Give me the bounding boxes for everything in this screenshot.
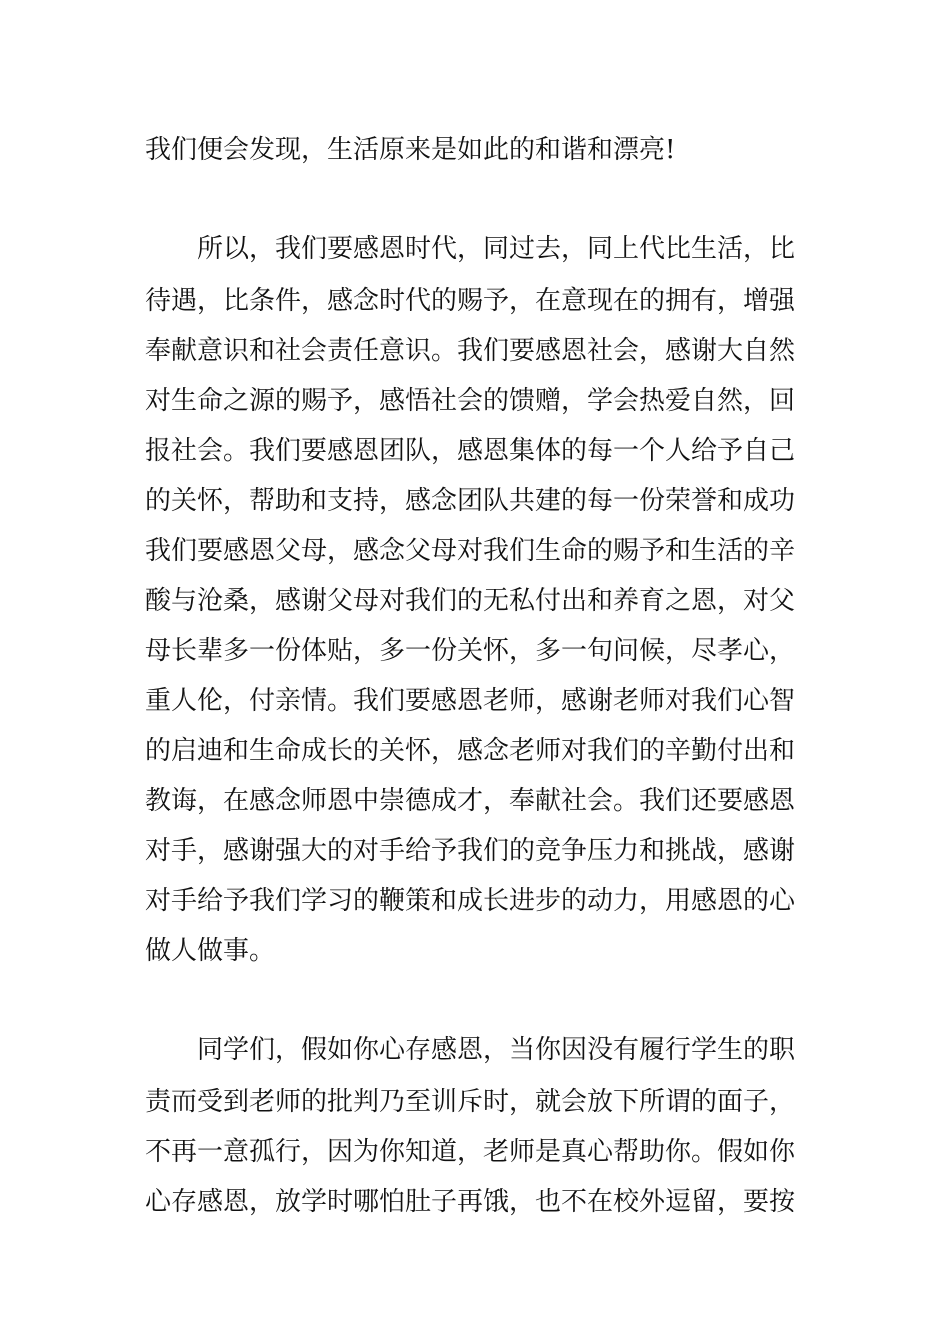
- text-line: 的关怀，帮助和支持，感念团队共建的每一份荣誉和成功: [145, 486, 796, 516]
- text-line: 我们要感恩父母，感念父母对我们生命的赐予和生活的辛: [145, 536, 796, 566]
- text-line: 不再一意孤行，因为你知道，老师是真心帮助你。假如你: [145, 1137, 796, 1167]
- text-line: 教诲，在感念师恩中崇德成才，奉献社会。我们还要感恩: [145, 786, 796, 816]
- text-line: 对手，感谢强大的对手给予我们的竞争压力和挑战，感谢: [145, 836, 796, 866]
- text-line: 我们便会发现，生活原来是如此的和谐和漂亮!: [145, 135, 676, 165]
- text-line: 心存感恩，放学时哪怕肚子再饿，也不在校外逗留，要按: [145, 1187, 796, 1217]
- text-line: 责而受到老师的批判乃至训斥时，就会放下所谓的面子，: [145, 1087, 796, 1117]
- text-line: 对生命之源的赐予，感悟社会的馈赠，学会热爱自然，回: [145, 386, 796, 416]
- text-line: 待遇，比条件，感念时代的赐予，在意现在的拥有，增强: [145, 286, 796, 316]
- text-line: 奉献意识和社会责任意识。我们要感恩社会，感谢大自然: [145, 336, 796, 366]
- text-line: 做人做事。: [145, 936, 276, 966]
- text-line: 同学们，假如你心存感恩，当你因没有履行学生的职: [197, 1035, 796, 1065]
- text-line: 重人伦，付亲情。我们要感恩老师，感谢老师对我们心智: [145, 686, 796, 716]
- text-line: 的启迪和生命成长的关怀，感念老师对我们的辛勤付出和: [145, 736, 796, 766]
- text-line: 母长辈多一份体贴，多一份关怀，多一句问候，尽孝心，: [145, 636, 796, 666]
- text-line: 所以，我们要感恩时代，同过去，同上代比生活，比: [197, 234, 796, 264]
- text-line: 酸与沧桑，感谢父母对我们的无私付出和养育之恩，对父: [145, 586, 796, 616]
- text-line: 对手给予我们学习的鞭策和成长进步的动力，用感恩的心: [145, 886, 796, 916]
- text-line: 报社会。我们要感恩团队，感恩集体的每一个人给予自己: [145, 436, 796, 466]
